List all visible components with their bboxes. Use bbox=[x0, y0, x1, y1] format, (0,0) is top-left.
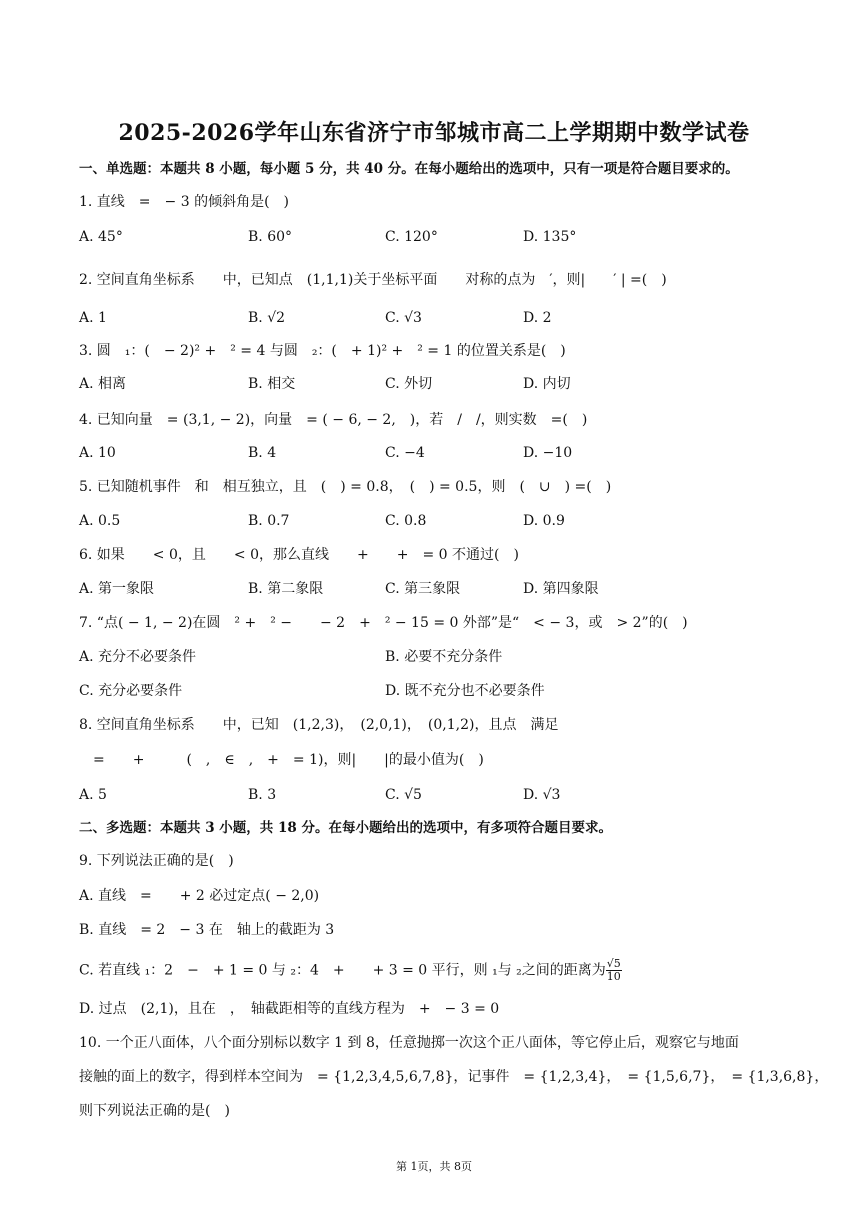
question-4-option-d: D. −10 bbox=[523, 445, 573, 461]
question-3-stem: 3. 圆 ₁：( − 2)² + ² = 4 与圆 ₂：( + 1)² + ² = 1 的位置关系是( ) bbox=[79, 343, 566, 359]
question-5-stem: 5. 已知随机事件 和 相互独立，且 ( ) = 0.8， ( ) = 0.5，则 ( ∪ ) =( ) bbox=[79, 479, 612, 495]
question-1-option-d: D. 135° bbox=[523, 229, 577, 245]
page-footer: 第 1页，共 8页 bbox=[396, 1160, 472, 1173]
question-2-option-a: A. 1 bbox=[79, 310, 107, 326]
question-2-option-d: D. 2 bbox=[523, 310, 552, 326]
question-10-line-3: 则下列说法正确的是( ) bbox=[79, 1103, 230, 1119]
question-9-option-c-text: C. 若直线 ₁：2 − + 1 = 0 与 ₂：4 + + 3 = 0 平行，则 ₁与 ₂之间的距离为 bbox=[79, 962, 606, 979]
question-3-option-c: C. 外切 bbox=[385, 376, 433, 392]
question-9-stem: 9. 下列说法正确的是( ) bbox=[79, 853, 234, 869]
question-7-option-a: A. 充分不必要条件 bbox=[79, 649, 197, 665]
question-3-option-b: B. 相交 bbox=[248, 376, 296, 392]
question-9-option-a: A. 直线 = + 2 必过定点( − 2,0) bbox=[79, 888, 320, 904]
question-2-option-b: B. √2 bbox=[248, 310, 286, 326]
question-7-stem: 7. “点( − 1, − 2)在圆 ² + ² − − 2 + ² − 15 = 0 外部”是“ < − 3，或 > 2”的( ) bbox=[79, 615, 688, 631]
section-heading-single-choice: 一、单选题：本题共 8 小题，每小题 5 分，共 40 分。在每小题给出的选项中，只有一项是符合题目要求的。 bbox=[79, 161, 739, 177]
question-10-line-1: 10. 一个正八面体，八个面分别标以数字 1 到 8，任意抛掷一次这个正八面体，等它停止后，观察它与地面 bbox=[79, 1035, 739, 1051]
question-5-option-d: D. 0.9 bbox=[523, 513, 565, 529]
question-6-option-a: A. 第一象限 bbox=[79, 581, 155, 597]
question-9-option-c bbox=[79, 958, 622, 983]
question-6-stem: 6. 如果 < 0，且 < 0，那么直线 + + = 0 不通过( ) bbox=[79, 547, 519, 563]
question-8-option-c: C. √5 bbox=[385, 787, 422, 803]
fraction-numerator: √5 bbox=[606, 957, 621, 970]
question-8-option-a: A. 5 bbox=[79, 787, 107, 803]
question-8-option-b: B. 3 bbox=[248, 787, 277, 803]
question-9-option-b: B. 直线 = 2 − 3 在 轴上的截距为 3 bbox=[79, 922, 335, 938]
question-6-option-b: B. 第二象限 bbox=[248, 581, 324, 597]
question-1-option-b: B. 60° bbox=[248, 229, 293, 245]
question-5-option-c: C. 0.8 bbox=[385, 513, 427, 529]
fraction bbox=[606, 958, 622, 983]
document-title: 2025-2026学年山东省济宁市邹城市高二上学期期中数学试卷 bbox=[118, 120, 750, 146]
question-4-option-a: A. 10 bbox=[79, 445, 116, 461]
section-heading-multiple-choice: 二、多选题：本题共 3 小题，共 18 分。在每小题给出的选项中，有多项符合题目要求。 bbox=[79, 820, 612, 836]
question-7-option-d: D. 既不充分也不必要条件 bbox=[385, 683, 545, 699]
fraction-denominator: 10 bbox=[606, 970, 621, 983]
question-3-option-d: D. 内切 bbox=[523, 376, 571, 392]
question-4-option-b: B. 4 bbox=[248, 445, 277, 461]
question-5-option-a: A. 0.5 bbox=[79, 513, 121, 529]
question-1-option-a: A. 45° bbox=[79, 229, 123, 245]
question-10-line-2: 接触的面上的数字，得到样本空间为 = {1,2,3,4,5,6,7,8}，记事件 = {1,2,3,4}， = {1,5,6,7}， = {1,3,6,8}， bbox=[79, 1069, 829, 1085]
question-8-stem-continued: = + ( , ∈ , + = 1)，则| |的最小值为( ) bbox=[79, 752, 484, 768]
question-9-option-d: D. 过点 (2,1)，且在 ， 轴截距相等的直线方程为 + − 3 = 0 bbox=[79, 1001, 500, 1017]
question-7-option-b: B. 必要不充分条件 bbox=[385, 649, 503, 665]
question-8-option-d: D. √3 bbox=[523, 787, 561, 803]
question-7-option-c: C. 充分必要条件 bbox=[79, 683, 183, 699]
question-8-stem: 8. 空间直角坐标系 中，已知 (1,2,3)， (2,0,1)， (0,1,2)，且点 满足 bbox=[79, 717, 559, 733]
question-6-option-d: D. 第四象限 bbox=[523, 581, 599, 597]
question-4-option-c: C. −4 bbox=[385, 445, 425, 461]
question-3-option-a: A. 相离 bbox=[79, 376, 127, 392]
question-1-stem: 1. 直线 = − 3 的倾斜角是( ) bbox=[79, 194, 289, 210]
question-2-option-c: C. √3 bbox=[385, 310, 422, 326]
question-6-option-c: C. 第三象限 bbox=[385, 581, 461, 597]
question-4-stem: 4. 已知向量 = (3,1, − 2)，向量 = ( − 6, − 2, )，若 / /，则实数 =( ) bbox=[79, 412, 588, 428]
question-2-stem: 2. 空间直角坐标系 中，已知点 (1,1,1)关于坐标平面 对称的点为 ′，则| ′ | =( ) bbox=[79, 272, 667, 288]
question-5-option-b: B. 0.7 bbox=[248, 513, 290, 529]
question-1-option-c: C. 120° bbox=[385, 229, 438, 245]
